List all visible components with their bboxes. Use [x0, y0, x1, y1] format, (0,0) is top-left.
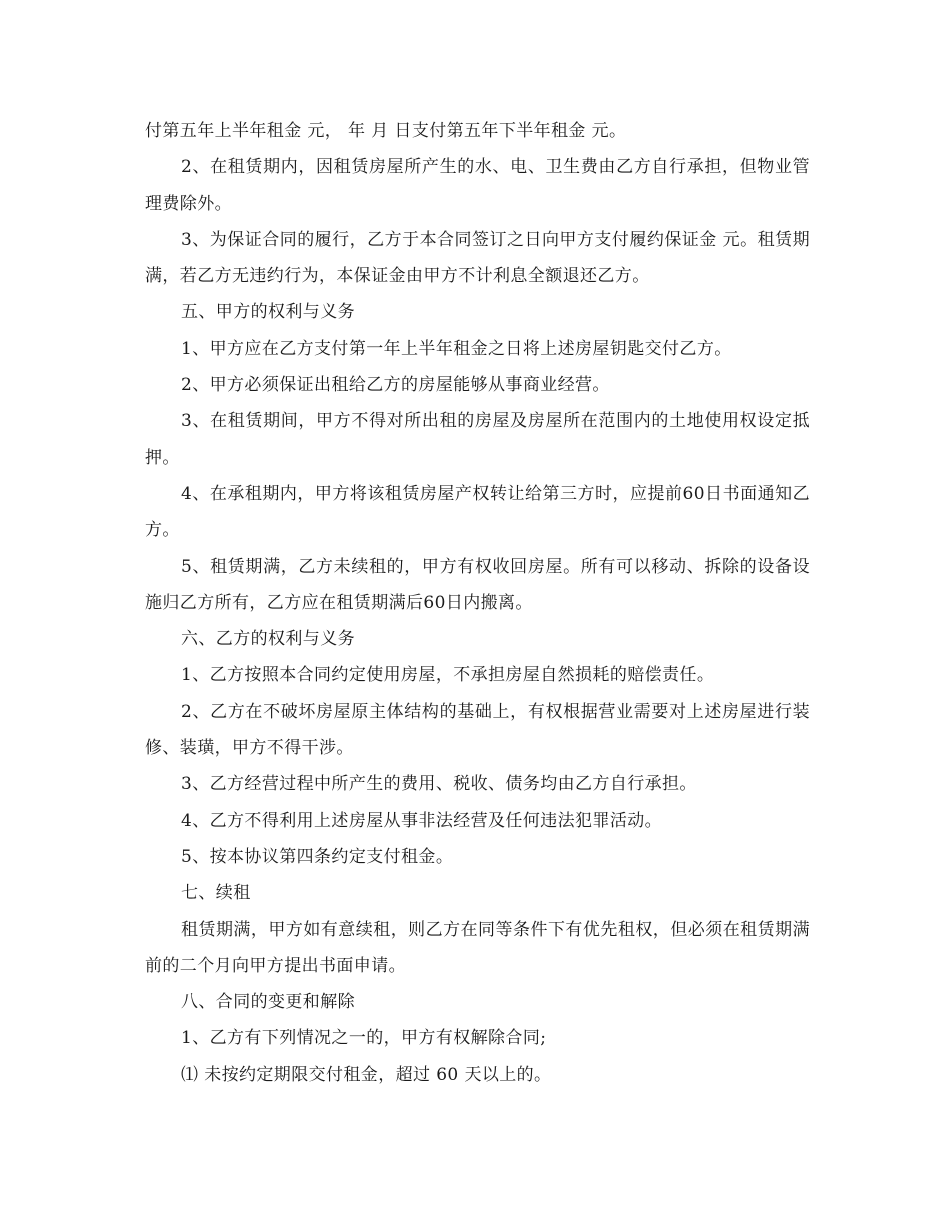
paragraph-a-4: 4、在承租期内，甲方将该租赁房屋产权转让给第三方时，应提前60日书面通知乙方。: [145, 483, 810, 541]
section-heading-party-b-rights: 六、乙方的权利与义务: [181, 629, 355, 650]
paragraph-b-2: 2、乙方在不破坏房屋原主体结构的基础上，有权根据营业需要对上述房屋进行装修、装璜，甲方不得干涉。: [145, 701, 810, 759]
paragraph-b-3: 3、乙方经营过程中所产生的费用、税收、债务均由乙方自行承担。: [181, 774, 697, 795]
paragraph-b-1: 1、乙方按照本合同约定使用房屋，不承担房屋自然损耗的赔偿责任。: [181, 665, 715, 686]
section-heading-renewal: 七、续租: [181, 883, 251, 904]
paragraph-utilities: 2、在租赁期内，因租赁房屋所产生的水、电、卫生费由乙方自行承担，但物业管理费除外。: [145, 157, 810, 214]
paragraph-b-4: 4、乙方不得利用上述房屋从事非法经营及任何违法犯罪活动。: [181, 810, 663, 831]
paragraph-a-3: 3、在租赁期间，甲方不得对所出租的房屋及房屋所在范围内的土地使用权设定抵押。: [145, 411, 810, 468]
section-heading-party-a-rights: 五、甲方的权利与义务: [181, 302, 355, 323]
paragraph-a-5: 5、租赁期满，乙方未续租的，甲方有权收回房屋。所有可以移动、拆除的设备设施归乙方所有，乙方应在租赁期满后60日内搬离。: [145, 556, 810, 613]
document-body: [145, 113, 810, 1093]
paragraph-rent-payment-continuation: 付第五年上半年租金 元， 年 月 日支付第五年下半年租金 元。: [145, 121, 627, 141]
paragraph-termination-1-item-1: ⑴ 未按约定期限交付租金，超过 60 天以上的。: [181, 1064, 552, 1085]
paragraph-renewal: 租赁期满，甲方如有意续租，则乙方在同等条件下有优先租权，但必须在租赁期满前的二个月向甲方提出书面申请。: [145, 919, 810, 976]
paragraph-a-2: 2、甲方必须保证出租给乙方的房屋能够从事商业经营。: [181, 375, 610, 396]
paragraph-termination-1: 1、乙方有下列情况之一的，甲方有权解除合同;: [181, 1028, 547, 1049]
section-heading-change-termination: 八、合同的变更和解除: [181, 992, 355, 1013]
paragraph-b-5: 5、按本协议第四条约定支付租金。: [181, 846, 454, 867]
paragraph-a-1: 1、甲方应在乙方支付第一年上半年租金之日将上述房屋钥匙交付乙方。: [181, 338, 732, 359]
paragraph-deposit: 3、为保证合同的履行，乙方于本合同签订之日向甲方支付履约保证金 元。租赁期满，若乙方无违约行为，本保证金由甲方不计利息全额退还乙方。: [145, 229, 810, 287]
